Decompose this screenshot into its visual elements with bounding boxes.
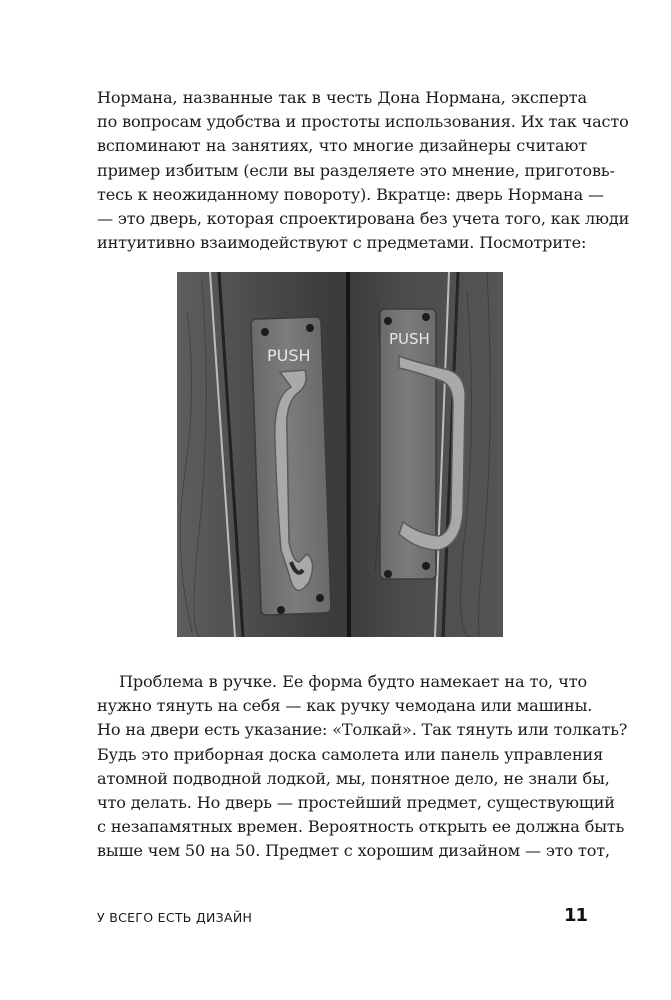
text-line: пример избитым (если вы разделяете это мнение, приготовь- <box>97 160 615 180</box>
left-push-label: PUSH <box>267 346 311 365</box>
text-line: тесь к неожиданному повороту). Вкратце: дверь Нормана — <box>97 184 604 204</box>
text-line: нужно тянуть на себя — как ручку чемодана или машины. <box>97 696 593 716</box>
text-line: интуитивно взаимодействуют с предметами. Посмотрите: <box>97 233 587 253</box>
text-line: по вопросам удобства и простоты использования. Их так часто <box>97 112 629 132</box>
text-line: — это дверь, которая спроектирована без учета того, как люди <box>97 209 630 229</box>
paragraph-1 <box>97 86 630 255</box>
text-line: выше чем 50 на 50. Предмет с хорошим дизайном — это тот, <box>97 841 610 861</box>
page-number: 11 <box>563 905 587 926</box>
door-handles-photo <box>177 272 503 637</box>
running-title: У ВСЕГО ЕСТЬ ДИЗАЙН <box>97 910 253 925</box>
left-push-plate <box>251 317 331 615</box>
text-line: атомной подводной лодкой, мы, понятное дело, не знали бы, <box>97 768 610 788</box>
door-photo-illustration <box>177 272 503 637</box>
text-line: что делать. Но дверь — простейший предмет, существующий <box>97 793 615 813</box>
text-line: Нормана, названные так в честь Дона Нормана, эксперта <box>97 88 587 107</box>
right-push-label: PUSH <box>389 330 430 348</box>
text-line: Проблема в ручке. Ее форма будто намекает на то, что <box>119 672 587 691</box>
text-line: Будь это приборная доска самолета или панель управления <box>97 744 604 764</box>
text-line: с незапамятных времен. Вероятность открыть ее должна быть <box>97 817 625 837</box>
door-gap <box>348 272 349 637</box>
text-line: Но на двери есть указание: «Толкай». Так тянуть или толкать? <box>97 720 628 740</box>
paragraph-2 <box>97 670 628 864</box>
text-line: вспоминают на занятиях, что многие дизайнеры считают <box>97 136 587 156</box>
